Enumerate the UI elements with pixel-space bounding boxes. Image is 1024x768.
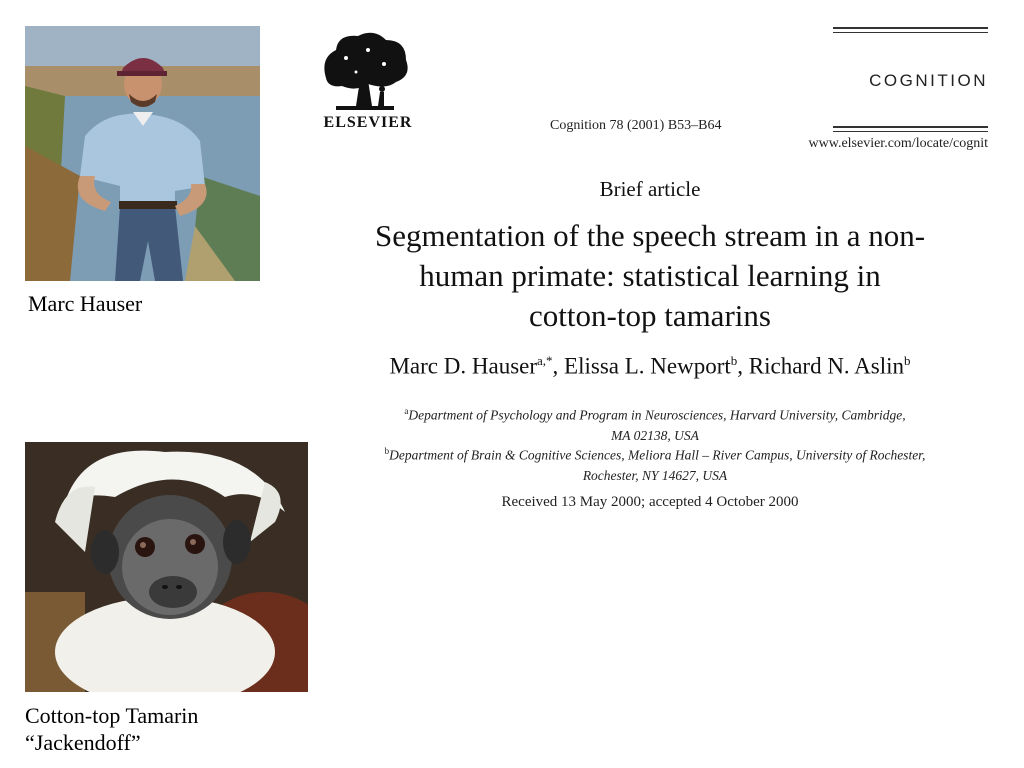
- affiliation-line: Department of Psychology and Program in Neurosciences, Harvard University, Cambridge,: [408, 407, 906, 423]
- affiliation-b: [310, 441, 1000, 486]
- author-list: Marc D. Hauser$^{a,*}$, Elissa L. Newport$^b$, Richard N. Aslin$^b$: [389, 353, 911, 379]
- title-line: human primate: statistical learning in: [419, 258, 881, 293]
- author-affiliation-mark: a,*: [537, 353, 553, 368]
- person-photo: [25, 26, 260, 281]
- photo-caption-tamarin: Cotton-top Tamarin: [25, 703, 199, 728]
- received-dates: Received 13 May 2000; accepted 4 October 2000: [501, 494, 799, 510]
- journal-name: COGNITION: [869, 71, 988, 90]
- journal-url: www.elsevier.com/locate/cognit: [808, 136, 988, 151]
- paper-header: [310, 22, 1000, 522]
- header-rule-top: [833, 27, 988, 29]
- header-rule-top-thin: [833, 32, 988, 33]
- title-line: Segmentation of the speech stream in a non-: [374, 218, 926, 253]
- author-name: Richard N. Aslin: [748, 353, 905, 379]
- header-rule-bottom-thin: [833, 131, 988, 132]
- author-name: Marc D. Hauser: [389, 353, 538, 379]
- affiliation-line: Department of Brain & Cognitive Sciences, Meliora Hall – River Campus, University of Rochester,: [389, 447, 926, 463]
- article-type: Brief article: [599, 177, 701, 201]
- photo-caption-tamarin-name: “Jackendoff”: [25, 730, 141, 755]
- publisher-name: ELSEVIER: [323, 114, 413, 131]
- affiliation-line: Rochester, NY 14627, USA: [582, 467, 728, 483]
- tamarin-photo: [25, 442, 308, 692]
- title-line: cotton-top tamarins: [529, 298, 771, 333]
- author-affiliation-mark: b: [904, 353, 911, 368]
- photo-caption-marc-hauser: Marc Hauser: [28, 291, 143, 316]
- affiliation-mark: b: [384, 446, 390, 456]
- paper-title: [310, 216, 990, 336]
- affiliation-mark: a: [404, 406, 409, 416]
- author-affiliation-mark: b: [730, 353, 738, 368]
- affiliation-line: MA 02138, USA: [611, 427, 699, 443]
- header-rule-bottom: [833, 126, 988, 128]
- affiliation-a: [310, 401, 1000, 446]
- author-name: Elissa L. Newport: [564, 353, 731, 379]
- journal-citation: Cognition 78 (2001) B53–B64: [550, 118, 722, 133]
